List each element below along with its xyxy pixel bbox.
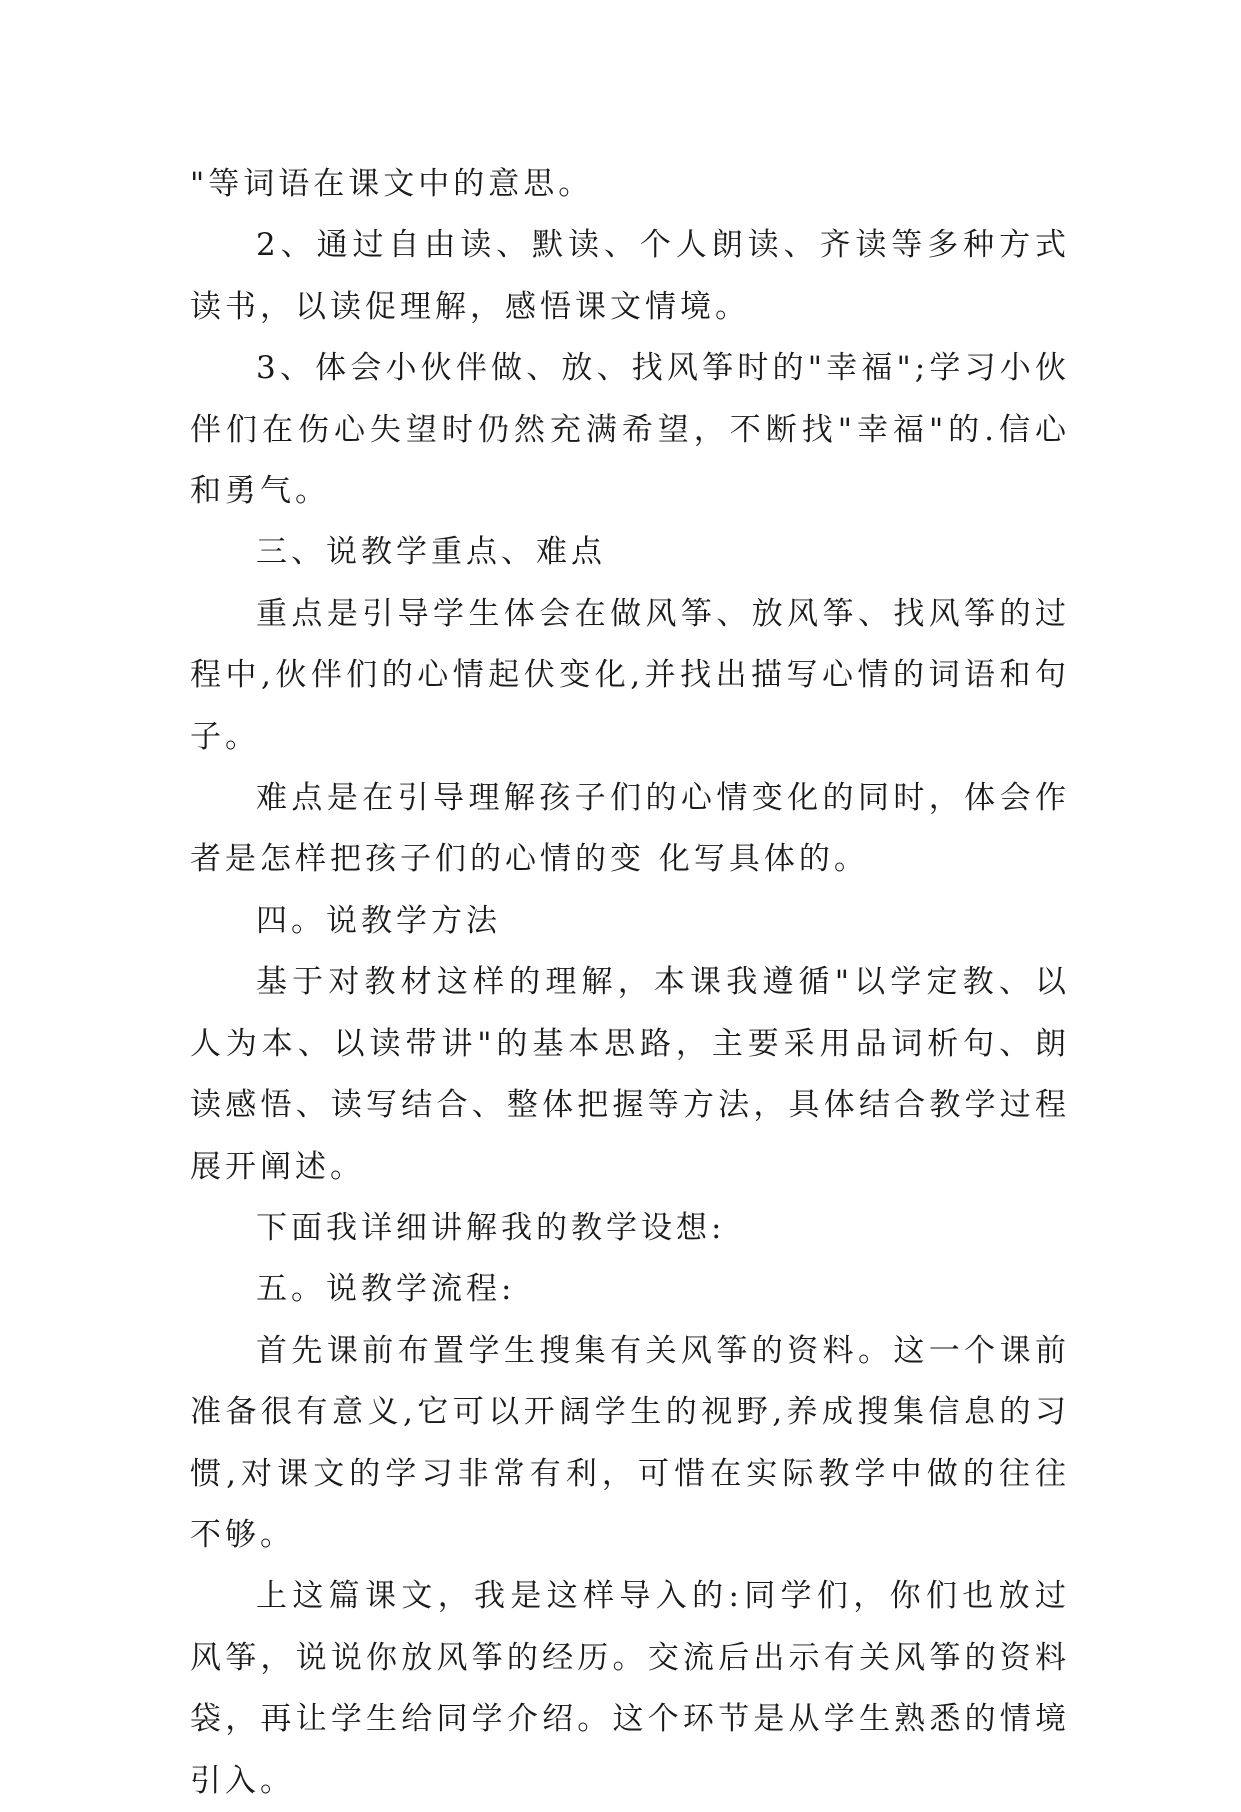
heading-key-points: 三、说教学重点、难点 xyxy=(256,534,606,571)
paragraph-key-point: 重点是引导学生体会在做风筝、放风筝、找风筝的过程中,伙伴们的心情起伏变化,并找出描写心情的词语和句子。 xyxy=(190,595,1070,755)
paragraph-lead-in: 上这篇课文，我是这样导入的:同学们，你们也放过风筝，说说你放风筝的经历。交流后出示有关风筝的资料袋，再让学生给同学介绍。这个环节是从学生熟悉的情境引入。 xyxy=(190,1578,1070,1799)
heading-teaching-method: 四。说教学方法 xyxy=(256,902,501,939)
paragraph-difficulty: 难点是在引导理解孩子们的心情变化的同时，体会作者是怎样把孩子们的心情的变 化写具体的。 xyxy=(190,780,1070,878)
paragraph-preparation: 首先课前布置学生搜集有关风筝的资料。这一个课前准备很有意义,它可以开阔学生的视野,养成搜集信息的习惯,对课文的学习非常有利，可惜在实际教学中做的往往不够。 xyxy=(190,1332,1070,1553)
paragraph-teaching-method: 基于对教材这样的理解，本课我遵循"以学定教、以人为本、以读带讲"的基本思路，主要采用品词析句、朗读感悟、读写结合、整体把握等方法，具体结合教学过程展开阐述。 xyxy=(190,964,1070,1185)
paragraph-intro-ideas: 下面我详细讲解我的教学设想: xyxy=(256,1209,726,1246)
paragraph-objective-3: 3、体会小伙伴做、放、找风筝时的"幸福";学习小伙伴们在伤心失望时仍然充满希望，不断找"幸福"的.信心和勇气。 xyxy=(190,350,1070,510)
paragraph-1: "等词语在课文中的意思。 xyxy=(190,166,594,202)
document-body xyxy=(190,154,1070,1812)
paragraph-objective-2: 2、通过自由读、默读、个人朗读、齐读等多种方式读书，以读促理解，感悟课文情境。 xyxy=(190,227,1070,325)
heading-teaching-process: 五。说教学流程: xyxy=(256,1271,516,1308)
